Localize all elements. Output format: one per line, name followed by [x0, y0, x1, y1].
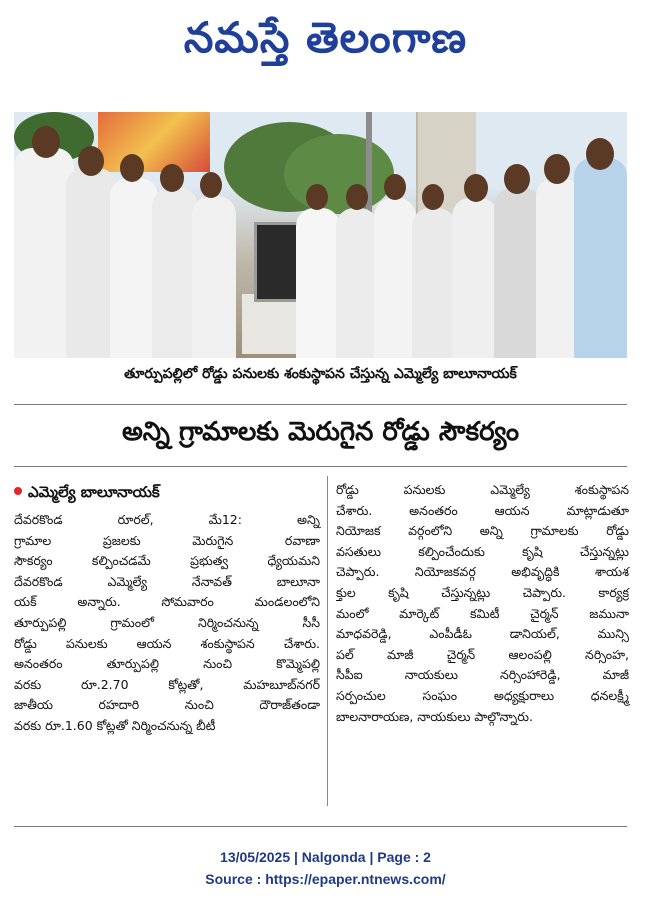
divider	[14, 466, 627, 467]
article-text-line: సర్పంచుల సంఘం అధ్యక్షురాలు ధనలక్ష్మీ	[336, 687, 629, 703]
article-text-line: అనంతరం తూర్పుపల్లి నుంచి కొమ్మెపల్లి	[14, 656, 320, 672]
article-column-right	[336, 480, 629, 727]
footer-source: Source : https://epaper.ntnews.com/	[205, 871, 446, 887]
article-text-line: పల్ మాజీ చైర్మన్ ఆలంపల్లి నర్సింహ,	[336, 646, 629, 662]
article-text-line: జాతీయ రహదారి నుంచి దౌరాజ్‌తండా	[14, 697, 320, 713]
article-text-line: సీపీఐ నాయకులు నర్సింహారెడ్డి, మాజీ	[336, 667, 629, 683]
masthead-title: నమస్తే తెలంగాణ	[183, 13, 468, 62]
article-column-left	[14, 510, 320, 737]
bullet-icon	[14, 487, 22, 495]
article-byline	[14, 481, 160, 503]
article-text-line: బాలనారాయణ, నాయకులు పాల్గొన్నారు.	[336, 708, 533, 724]
article-text-line: చెప్పారు. నియోజకవర్గ అభివృద్ధికి శాయశ	[336, 564, 629, 580]
news-photo	[14, 112, 627, 358]
divider	[14, 404, 627, 405]
article-text-line: వరకు రూ.1.60 కోట్లతో నిర్మించనున్న బీటీ	[14, 717, 216, 733]
article-text-line: సౌకర్యం కల్పించడమే ప్రభుత్వ ధ్యేయమని	[14, 553, 320, 569]
article-text-line: వసతులు కల్పించేందుకు కృషి చేస్తున్నట్లు	[336, 543, 629, 559]
article-text-line: దేవరకొండ ఎమ్మెల్యే నేనావత్ బాలూనా	[14, 573, 320, 589]
footer-dateline: 13/05/2025 | Nalgonda | Page : 2	[220, 849, 431, 865]
article-text-line: గ్రామాల ప్రజలకు మెరుగైన రవాణా	[14, 532, 320, 548]
article-text-line: దేవరకొండ రూరల్, మే12: అన్ని	[14, 512, 320, 527]
article-text-line: మంలో మార్కెట్ కమిటీ చైర్మన్ జమునా	[336, 605, 629, 621]
photo-caption: తూర్పుపల్లిలో రోడ్డు పనులకు శంకుస్థాపన చేస్తున్న ఎమ్మెల్యే బాలూనాయక్	[124, 366, 517, 382]
column-divider	[327, 476, 328, 806]
article-text-line: క్తుల కృషి చేస్తున్నట్లు చెప్పారు. కార్యక్ర	[336, 584, 629, 600]
byline-text: ఎమ్మెల్యే బాలూనాయక్	[28, 483, 160, 501]
article-text-line: మాధవరెడ్డి, ఎంపీడీఓ డానియల్, మున్సి	[336, 626, 629, 642]
divider	[14, 826, 627, 827]
article-text-line: యక్ అన్నారు. సోమవారం మండలంలోని	[14, 594, 320, 610]
article-text-line: తూర్పుపల్లి గ్రామంలో నిర్మించనున్న సీసీ	[14, 614, 320, 630]
article-text-line: నియోజక వర్గంలోని అన్ని గ్రామాలకు రోడ్డు	[336, 523, 629, 539]
article-text-line: వరకు రూ.2.70 కోట్లతో, మహబూబ్‌నగర్	[14, 676, 320, 692]
article-text-line: రోడ్డు పనులకు ఆయన శంకుస్థాపన చేశారు.	[14, 635, 320, 651]
page-footer	[0, 846, 651, 890]
article-headline: అన్ని గ్రామాలకు మెరుగైన రోడ్డు సౌకర్యం	[121, 417, 520, 447]
article-text-line: రోడ్డు పనులకు ఎమ్మెల్యే శంకుస్థాపన	[336, 482, 629, 497]
article-text-line: చేశారు. అనంతరం ఆయన మాట్లాడుతూ	[336, 502, 629, 518]
